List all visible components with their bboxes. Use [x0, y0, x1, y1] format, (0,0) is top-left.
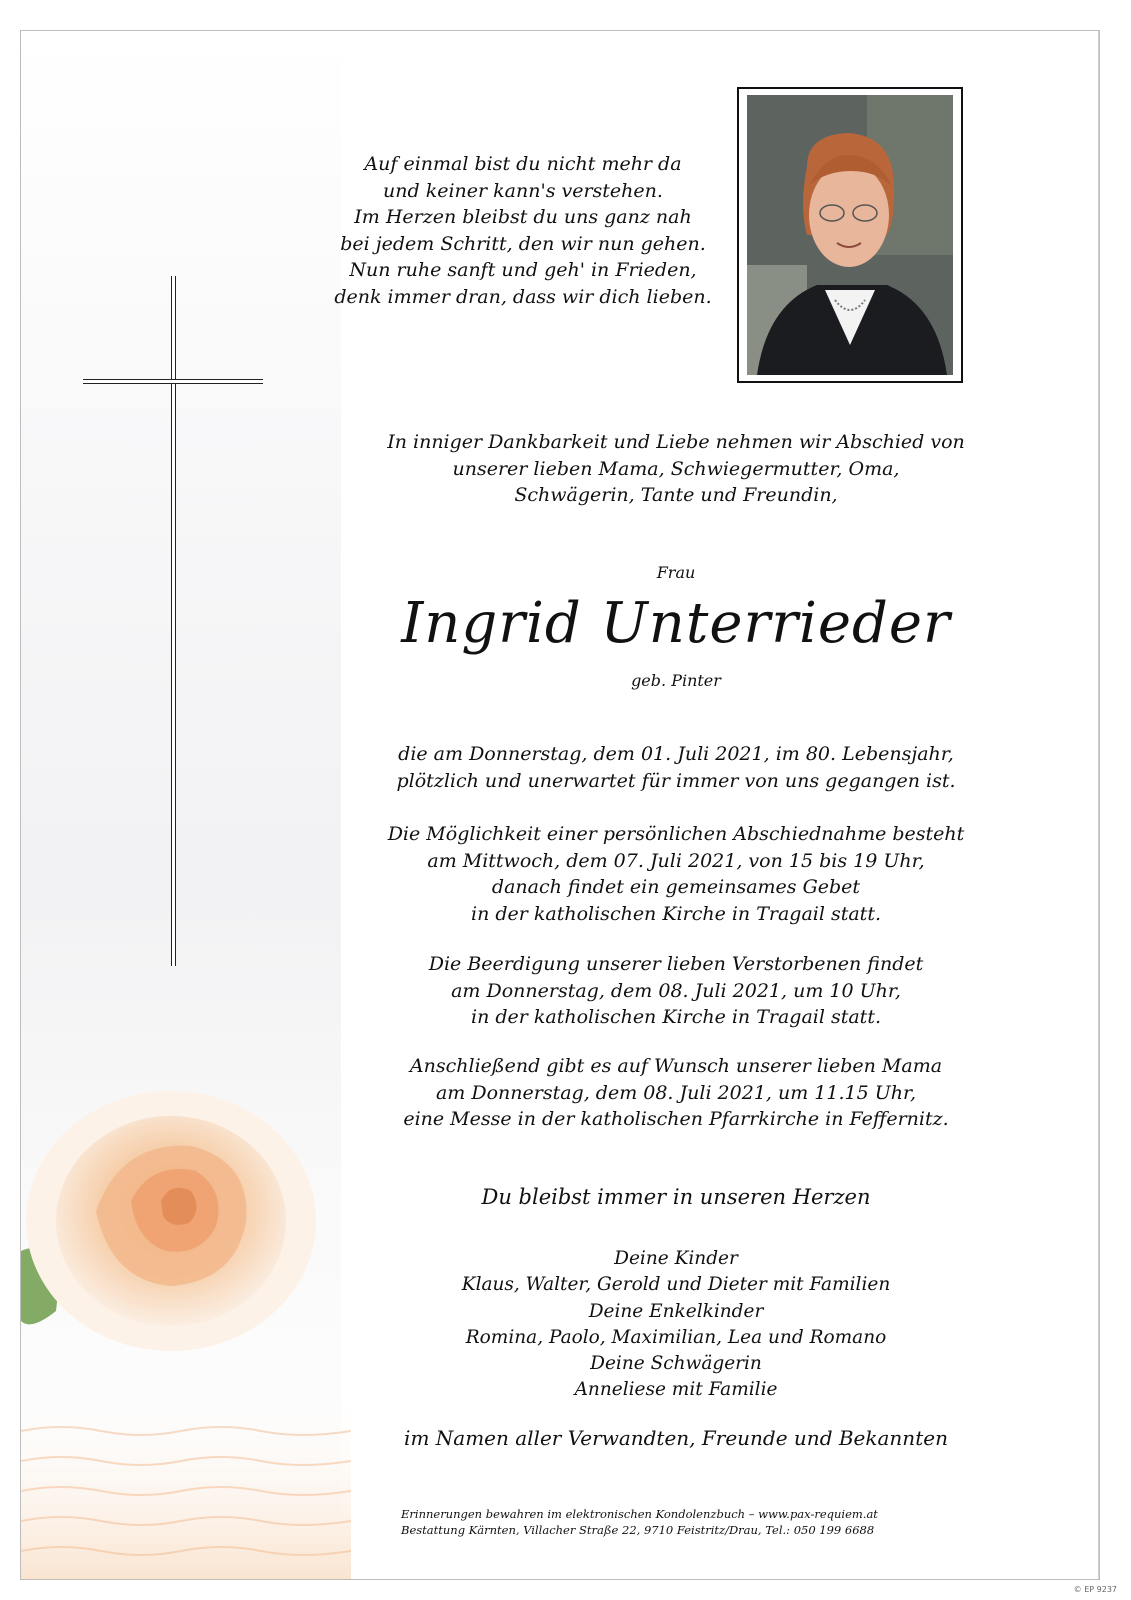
notice-frame	[20, 30, 1100, 1580]
paragraph-line: am Donnerstag, dem 08. Juli 2021, um 11.15 Uhr,	[435, 1081, 917, 1104]
poem-line: Auf einmal bist du nicht mehr da	[364, 153, 682, 175]
paragraph-line: in der katholischen Kirche in Tragail statt.	[471, 902, 881, 925]
portrait-photo	[737, 87, 963, 383]
intro-line: unserer lieben Mama, Schwiegermutter, Oma,	[452, 457, 900, 480]
footer-line: Erinnerungen bewahren im elektronischen Kondolenzbuch – www.pax-requiem.at	[401, 1507, 878, 1521]
poem-line: Im Herzen bleibst du uns ganz nah	[354, 206, 692, 228]
paragraph-line: plötzlich und unerwartet für immer von uns gegangen ist.	[396, 769, 956, 792]
intro-line: In inniger Dankbarkeit und Liebe nehmen wir Abschied von	[387, 431, 965, 453]
footer-line: Bestattung Kärnten, Villacher Straße 22, 9710 Feistritz/Drau, Tel.: 050 199 6688	[401, 1523, 875, 1537]
mourner-line: Anneliese mit Familie	[574, 1379, 778, 1401]
latin-cross-bar	[83, 379, 263, 384]
portrait-image	[747, 95, 953, 375]
paragraph-burial	[351, 951, 1001, 1031]
honorific: Frau	[656, 563, 696, 582]
poem-line: Nun ruhe sanft und geh' in Frieden,	[349, 259, 697, 281]
mourner-line: Romina, Paolo, Maximilian, Lea und Romano	[465, 1326, 887, 1348]
closing-line: im Namen aller Verwandten, Freunde und Bekannten	[404, 1426, 948, 1450]
mourner-line: Deine Kinder	[614, 1248, 738, 1269]
paragraph-line: die am Donnerstag, dem 01. Juli 2021, im 80. Lebensjahr,	[398, 743, 954, 765]
paragraph-line: in der katholischen Kirche in Tragail statt.	[471, 1006, 881, 1028]
poem-line: bei jedem Schritt, den wir nun gehen.	[340, 232, 706, 255]
mourner-line: Klaus, Walter, Gerold und Dieter mit Familien	[461, 1274, 891, 1296]
paragraph-line: am Donnerstag, dem 08. Juli 2021, um 10 Uhr,	[451, 979, 901, 1002]
document-code: © EP 9237	[1073, 1585, 1117, 1594]
poem	[293, 151, 753, 310]
paragraph-death	[351, 741, 1001, 794]
paragraph-line: danach findet ein gemeinsames Gebet	[491, 876, 861, 898]
paragraph-farewell	[351, 821, 1001, 927]
frame-edge	[1098, 31, 1099, 1579]
intro-line: Schwägerin, Tante und Freundin,	[514, 484, 838, 506]
paragraph-line: Anschließend gibt es auf Wunsch unserer lieben Mama	[409, 1055, 943, 1077]
footer	[401, 1506, 921, 1538]
mourner-line: Deine Schwägerin	[590, 1353, 762, 1375]
mourners-list	[351, 1246, 1001, 1404]
poem-line: denk immer dran, dass wir dich lieben.	[334, 285, 712, 308]
intro-text	[351, 429, 1001, 509]
paragraph-mass	[351, 1053, 1001, 1133]
rose-icon	[21, 1051, 351, 1580]
paragraph-line: am Mittwoch, dem 07. Juli 2021, von 15 bis 19 Uhr,	[427, 849, 925, 872]
maiden-name: geb. Pinter	[631, 671, 721, 690]
mourner-line: Deine Enkelkinder	[588, 1300, 764, 1322]
paragraph-line: eine Messe in der katholischen Pfarrkirche in Feffernitz.	[403, 1108, 949, 1130]
paragraph-line: Die Beerdigung unserer lieben Verstorbenen findet	[428, 953, 924, 975]
motto: Du bleibst immer in unseren Herzen	[481, 1185, 871, 1209]
poem-line: und keiner kann's verstehen.	[383, 179, 663, 202]
deceased-name: Ingrid Unterrieder	[401, 591, 951, 656]
paragraph-line: Die Möglichkeit einer persönlichen Abschiednahme besteht	[387, 823, 965, 845]
